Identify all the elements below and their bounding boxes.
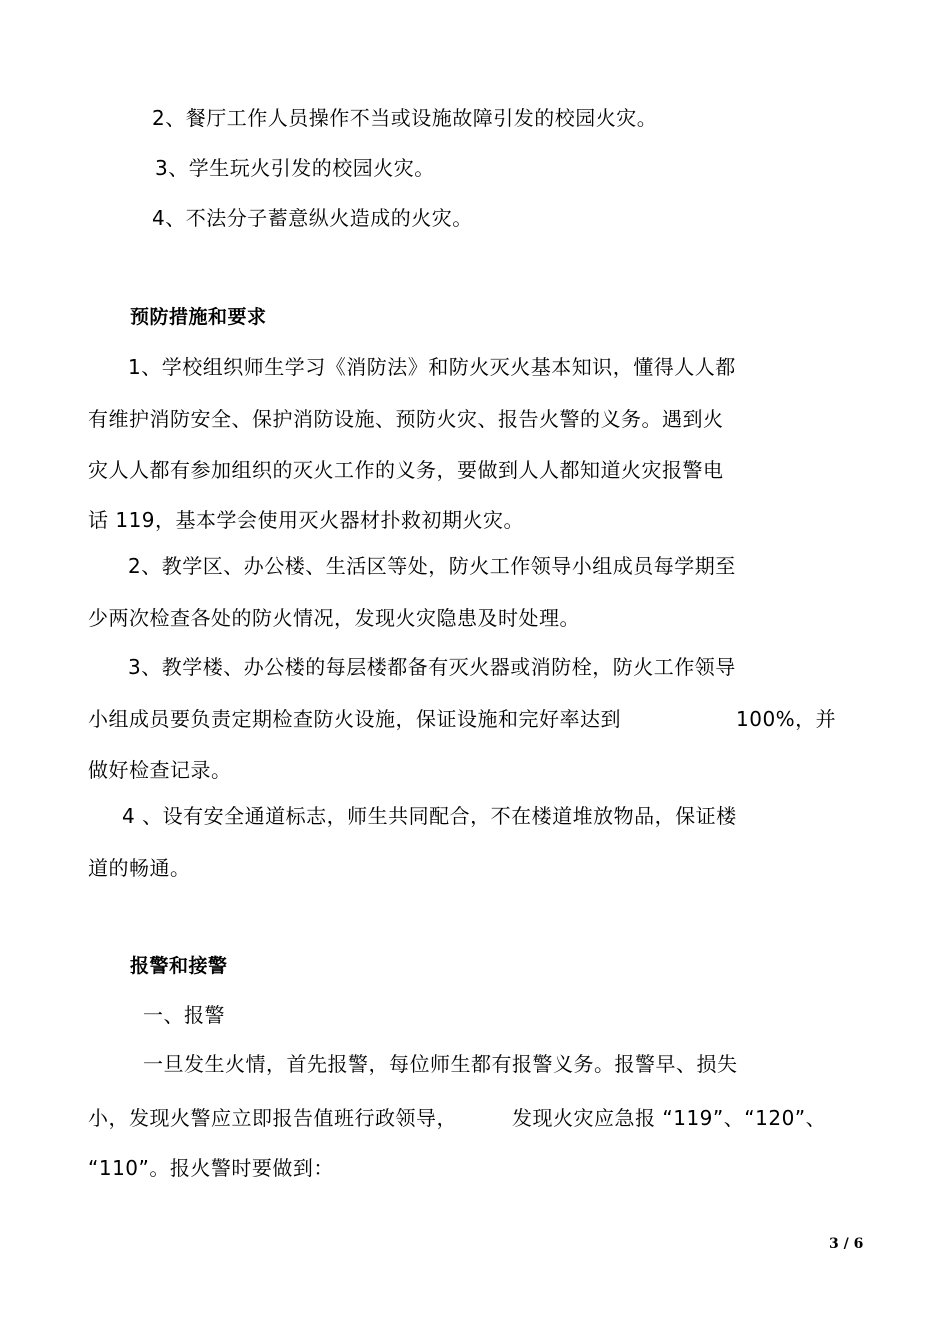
prevention-p1-line2: 有维护消防安全、保护消防设施、预防火灾、报告火警的义务。遇到火 [88, 407, 724, 431]
prevention-p2-line2: 少两次检查各处的防火情况，发现火灾隐患及时处理。 [88, 606, 580, 630]
prevention-p3-percent: 100%，并 [736, 707, 837, 731]
prevention-heading: 预防措施和要求 [130, 306, 267, 328]
prevention-p1-line3: 灾人人都有参加组织的灭火工作的义务，要做到人人都知道火灾报警电 [88, 458, 724, 482]
prevention-p2-line1: 2、教学区、办公楼、生活区等处，防火工作领导小组成员每学期至 [128, 554, 736, 578]
cause-item-3: 3、学生玩火引发的校园火灾。 [155, 156, 435, 180]
alarm-heading: 报警和接警 [130, 955, 228, 977]
alarm-p1-line2a: 小，发现火警应立即报告值班行政领导， [88, 1106, 457, 1130]
prevention-p3-line2: 小组成员要负责定期检查防火设施，保证设施和完好率达到 [88, 707, 621, 731]
prevention-p3-line1: 3、教学楼、办公楼的每层楼都备有灭火器或消防栓，防火工作领导 [128, 655, 736, 679]
page-number: 3 / 6 [829, 1236, 864, 1252]
cause-item-4: 4、不法分子蓄意纵火造成的火灾。 [152, 206, 473, 230]
prevention-p4-line2: 道的畅通。 [88, 856, 191, 880]
prevention-p3-line3: 做好检查记录。 [88, 758, 232, 782]
alarm-p1-line1: 一旦发生火情，首先报警，每位师生都有报警义务。报警早、损失 [143, 1052, 738, 1076]
prevention-p1-line1: 1、学校组织师生学习《消防法》和防火灭火基本知识，懂得人人都 [128, 355, 736, 379]
alarm-p1-line3: “110”。报火警时要做到： [88, 1156, 334, 1180]
cause-item-2: 2、餐厅工作人员操作不当或设施故障引发的校园火灾。 [152, 106, 658, 130]
alarm-p1-line2b: 发现火灾应急报 “119”、“120”、 [512, 1106, 827, 1130]
prevention-p1-line4: 话 119，基本学会使用灭火器材扑救初期火灾。 [88, 508, 525, 532]
prevention-p4-line1: 4 、设有安全通道标志，师生共同配合，不在楼道堆放物品，保证楼 [122, 804, 737, 828]
alarm-subheading: 一、报警 [143, 1003, 225, 1027]
